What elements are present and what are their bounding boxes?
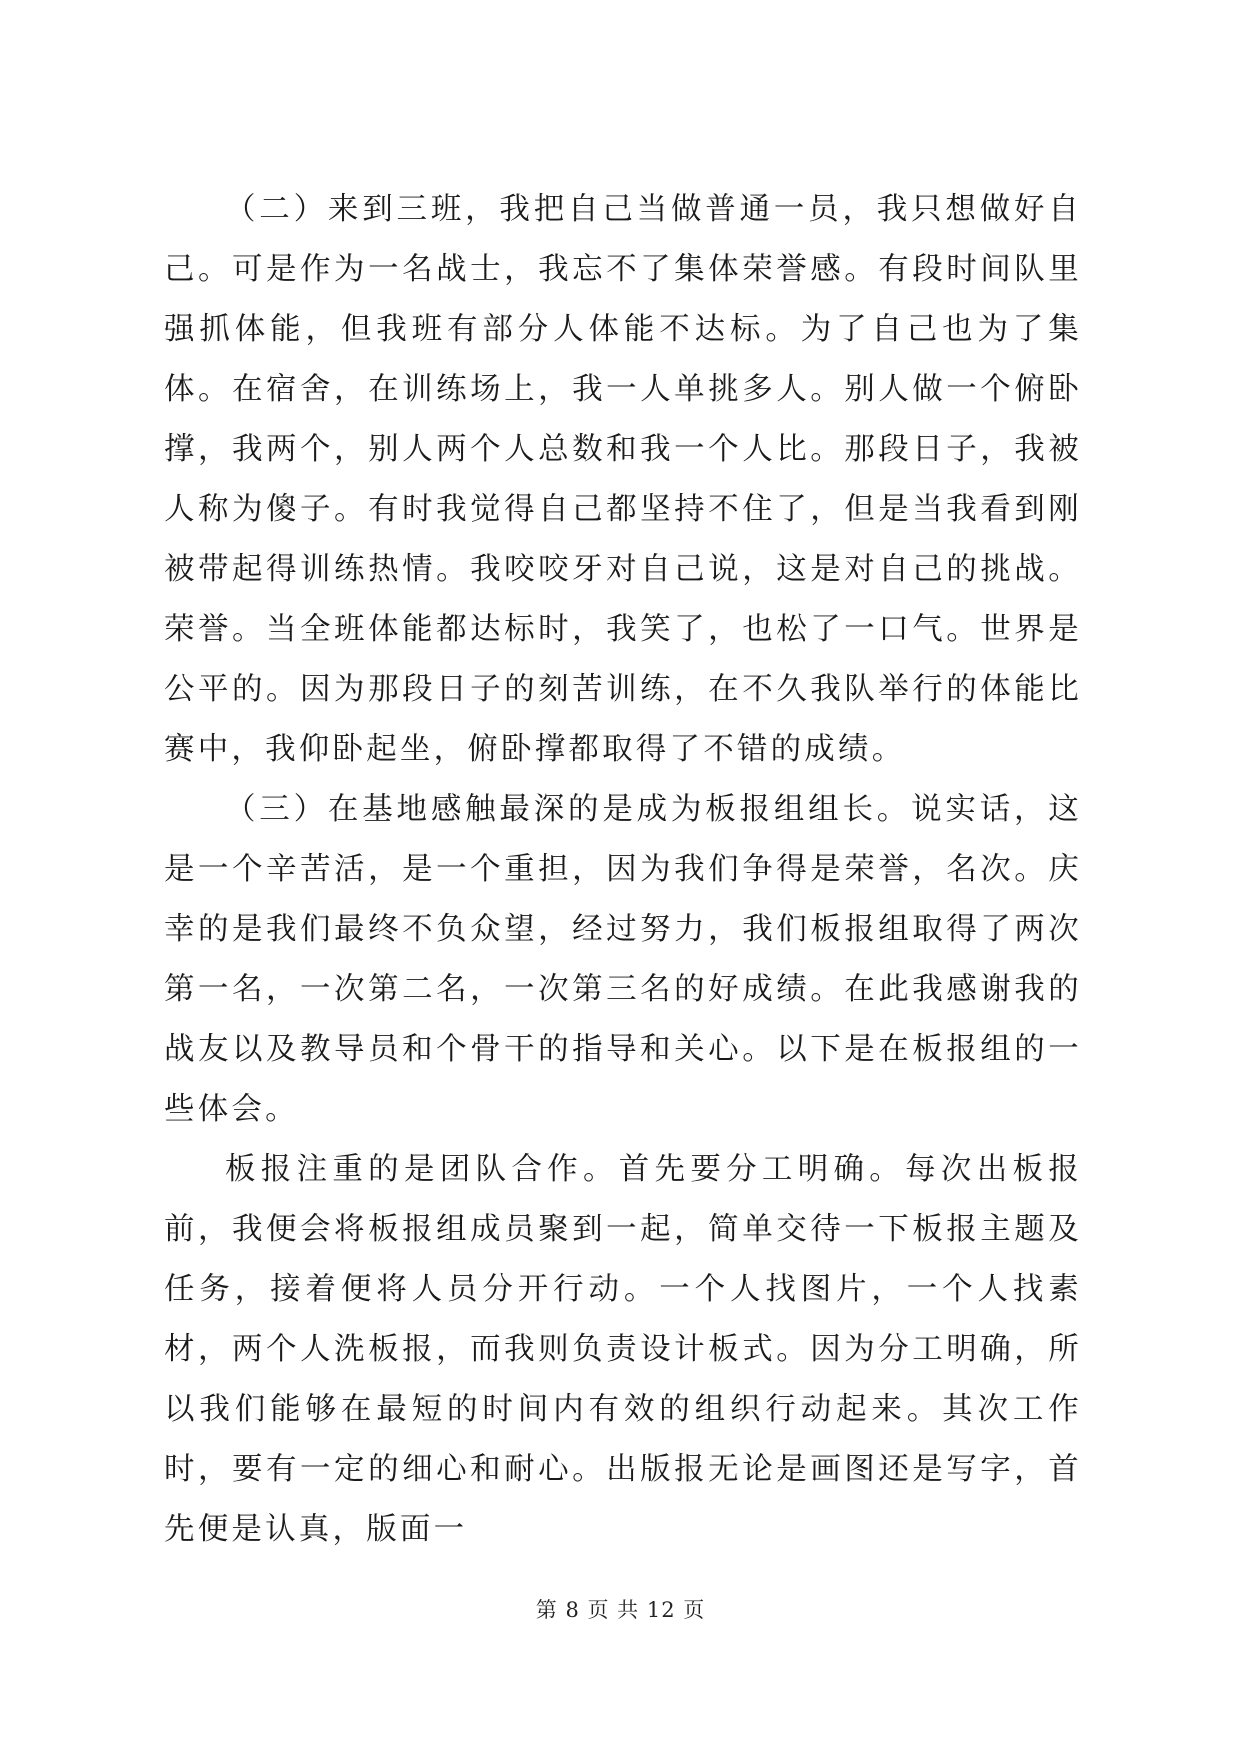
paragraph-3: （三）在基地感触最深的是成为板报组组长。说实话，这是一个辛苦活，是一个重担，因为我们争得是荣誉，名次。庆幸的是我们最终不负众望，经过努力，我们板报组取得了两次第一名，一次第二名，一次第三名的好成绩。在此我感谢我的战友以及教导员和个骨干的指导和关心。以下是在板报组的一些体会。 <box>164 792 1082 1127</box>
document-body <box>164 180 1082 1560</box>
paragraph-blackboard: 板报注重的是团队合作。首先要分工明确。每次出板报前，我便会将板报组成员聚到一起，简单交待一下板报主题及任务，接着便将人员分开行动。一个人找图片，一个人找素材，两个人洗板报，而我则负责设计板式。因为分工明确，所以我们能够在最短的时间内有效的组织行动起来。其次工作时，要有一定的细心和耐心。出版报无论是画图还是写字，首先便是认真，版面一 <box>164 1152 1082 1547</box>
paragraph-2: （二）来到三班，我把自己当做普通一员，我只想做好自己。可是作为一名战士，我忘不了集体荣誉感。有段时间队里强抓体能，但我班有部分人体能不达标。为了自己也为了集体。在宿舍，在训练场上，我一人单挑多人。别人做一个俯卧撑，我两个，别人两个人总数和我一个人比。那段日子，我被人称为傻子。有时我觉得自己都坚持不住了，但是当我看到刚被带起得训练热情。我咬咬牙对自己说，这是对自己的挑战。荣誉。当全班体能都达标时，我笑了，也松了一口气。世界是公平的。因为那段日子的刻苦训练，在不久我队举行的体能比赛中，我仰卧起坐，俯卧撑都取得了不错的成绩。 <box>164 192 1082 767</box>
page-footer: 第 8 页 共 12 页 <box>535 1598 706 1622</box>
